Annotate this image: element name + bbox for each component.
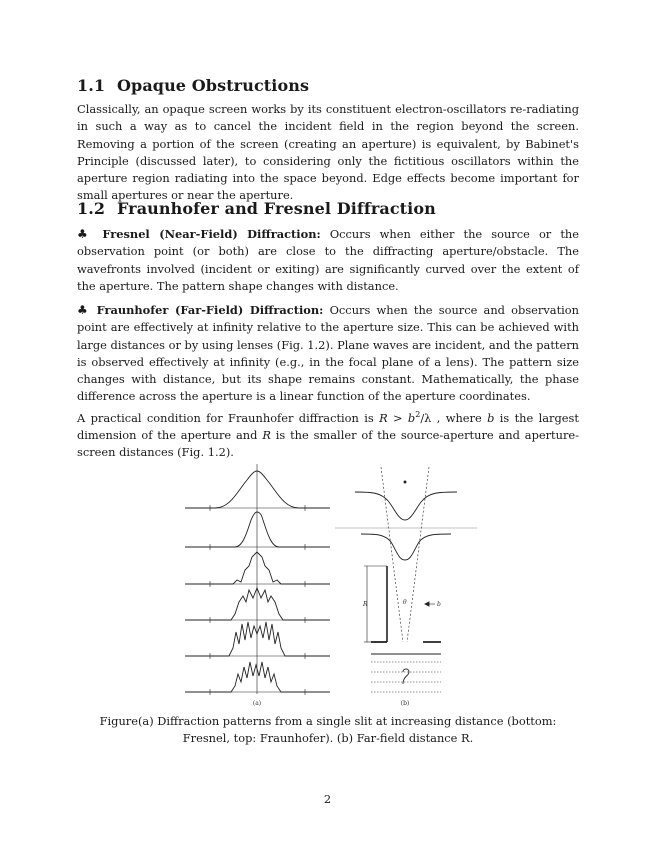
- figure-label-b-panel: (b): [400, 700, 410, 707]
- pattern-curve-3: [185, 552, 330, 584]
- pattern-curve-2: [185, 512, 330, 547]
- pattern-curve-6: [185, 662, 330, 692]
- section-number: 1.1: [77, 76, 106, 95]
- figure-b-geometry: [335, 467, 477, 692]
- condition-mid-2: is the largest dimension of the aperture and: [77, 410, 579, 442]
- diffraction-figure: [175, 462, 485, 710]
- section-title-text: Fraunhofer and Fresnel Diffraction: [117, 199, 436, 218]
- fresnel-body: Occurs when either the source or the observation point (or both) are close to the diffracting aperture/obstacle. The wavefronts involved (incident or exiting) are significantly curved over the extent of the aperture. The pattern shape changes with distance.: [77, 227, 580, 293]
- section-title-text: Opaque Obstructions: [117, 76, 310, 95]
- condition-prefix: A practical condition for Fraunhofer diffraction is: [77, 410, 374, 425]
- figure-label-theta: θ: [403, 599, 407, 606]
- section-1-1-heading: [77, 76, 309, 95]
- figure-a-patterns: [185, 464, 330, 695]
- pattern-curve-4: [185, 588, 330, 620]
- ray-left: [381, 467, 403, 642]
- section-1-2-heading: [77, 199, 436, 218]
- fraunhofer-paragraph: [77, 302, 579, 461]
- club-symbol: ♣: [77, 303, 91, 317]
- section-number: 1.2: [77, 199, 106, 218]
- farfield-curve: [355, 492, 457, 520]
- math-lambda: /λ: [420, 410, 432, 425]
- math-R: R: [379, 410, 388, 425]
- opaque-obstructions-paragraph: Classically, an opaque screen works by its constituent electron-oscillators re-radiating in such a way as to cancel the incident field in the region beyond the screen. Removing a portion of the screen (creating an aperture) is equivalent, by Babinet's Principle (discussed later), to considering only the fictitious oscillators within the aperture region radiating into the space beyond. Edge effects become important for small apertures or near the aperture.: [77, 102, 579, 203]
- condition-end: is the smaller of the source-aperture and aperture-screen distances (Fig. 1.2).: [77, 427, 579, 460]
- math-R-2: R: [262, 427, 271, 442]
- ray-right: [407, 467, 429, 642]
- nearfield-curve: [361, 534, 451, 560]
- tick-marks: [210, 505, 305, 695]
- fraunhofer-body: Occurs when the source and observation point are effectively at infinity relative to the aperture size. This can be achieved with large distances or by using lenses (Fig. 1.2). Plane waves are incident, and the pattern is observed effectively at infinity (e.g., in the focal plane of a lens). The pattern size changes with distance, but its shape remains constant. Mathematically, the phase difference across the aperture is a linear function of the aperture coordinates.: [77, 303, 580, 404]
- math-b-2: b: [487, 410, 495, 425]
- figure-label-a: (a): [252, 700, 262, 707]
- page-number: 2: [323, 792, 332, 806]
- figure-caption: Figure(a) Diffraction patterns from a single slit at increasing distance (bottom: Fresnel, top: Fraunhofer). (b) Far-field distance R.: [99, 714, 557, 745]
- condition-mid: , where: [436, 410, 482, 425]
- source-dot: [404, 481, 406, 483]
- fraunhofer-label: Fraunhofer (Far-Field) Diffraction:: [96, 303, 324, 317]
- figure-label-b: b: [437, 601, 441, 608]
- pattern-curve-5: [185, 622, 330, 656]
- fresnel-label: Fresnel (Near-Field) Diffraction:: [102, 227, 321, 241]
- math-exponent: 2: [415, 409, 421, 419]
- club-symbol: ♣: [77, 227, 94, 241]
- figure-label-R: R: [363, 601, 368, 608]
- b-arrowhead: [425, 602, 429, 606]
- math-b: b: [407, 410, 416, 425]
- math-gt: >: [387, 410, 408, 425]
- fresnel-paragraph: [77, 226, 579, 295]
- pattern-curve-1: [185, 471, 330, 508]
